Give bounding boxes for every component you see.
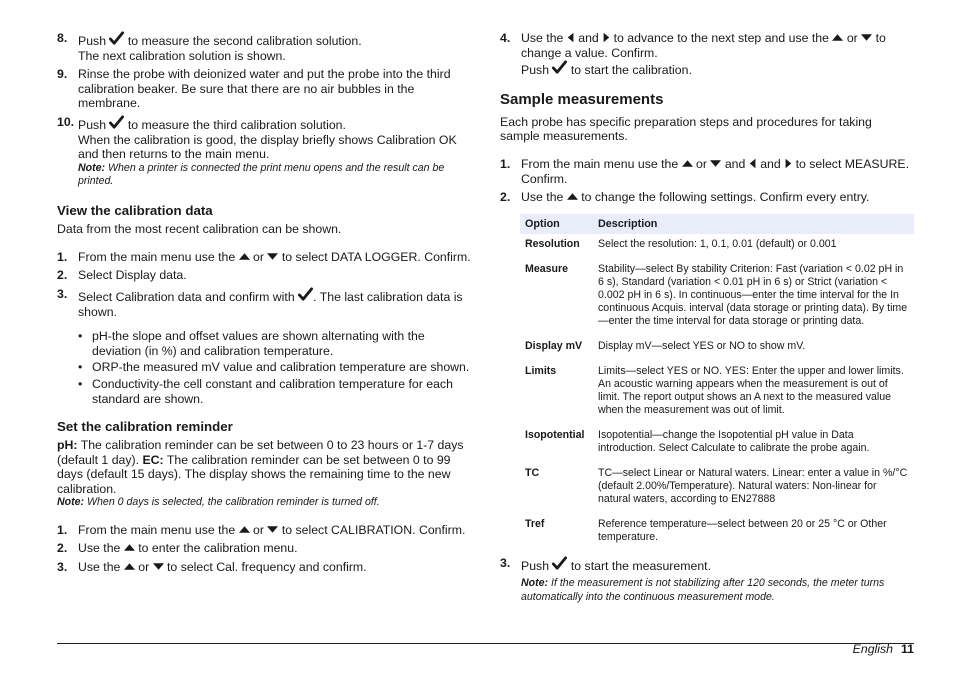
option-cell: Tref xyxy=(525,517,545,530)
step-number: 3. xyxy=(57,286,68,301)
note xyxy=(500,577,914,603)
step-number: 2. xyxy=(500,190,511,205)
step-text: Use the xyxy=(78,541,121,556)
step-9 xyxy=(57,67,472,111)
step-text: to change a value. Confirm. xyxy=(521,31,886,60)
step-text: or xyxy=(696,156,707,171)
description-cell: Display mV—select YES or NO to show mV. xyxy=(598,339,806,352)
description-cell: Limits—select YES or NO. YES: Enter the upper and lower limits. An acoustic warning appears when the measurement is out of limit. The report output shows an A next to the measured value when the measurement was out of limit. xyxy=(598,364,904,416)
option-cell: Display mV xyxy=(525,339,583,352)
step-text: Push xyxy=(521,558,550,573)
step-number: 1. xyxy=(57,522,68,537)
check-icon xyxy=(298,287,313,302)
step-text: From the main menu use the xyxy=(78,522,236,537)
step-8 xyxy=(57,31,472,63)
note-label: Note: xyxy=(78,161,106,174)
arrow-down-icon xyxy=(861,32,872,43)
step-number: 1. xyxy=(500,156,511,171)
footer-divider xyxy=(57,643,914,644)
sample-step-2 xyxy=(500,190,914,205)
table-header-description: Description xyxy=(593,214,914,234)
step-text: to select DATA LOGGER. Confirm. xyxy=(281,249,471,264)
check-icon xyxy=(109,115,124,130)
arrow-down-icon xyxy=(710,158,721,169)
arrow-up-icon xyxy=(124,561,135,572)
step-number: 1. xyxy=(57,249,68,264)
step-text: and xyxy=(724,156,746,171)
section-heading-sample-measurements: Sample measurements xyxy=(500,90,664,108)
option-cell: Resolution xyxy=(525,237,580,250)
bullet-mark: • xyxy=(78,329,83,344)
view-step-3 xyxy=(57,287,472,319)
description-cell: Isopotential—change the Isopotential pH value in Data introduction. Select Calculate to calibrate the probe again. xyxy=(598,428,870,454)
sample-step-1 xyxy=(500,157,914,186)
check-icon xyxy=(109,31,124,46)
step-text: Use the xyxy=(521,190,564,205)
step-text: Push xyxy=(78,34,107,48)
note-text: If the measurement is not stabilizing after 120 seconds, the meter turns automatically into the continuous measurement mode. xyxy=(521,577,885,603)
ph-text: The calibration reminder can be set between 0 to 23 hours or 1-7 days (default 1 day). xyxy=(57,438,464,467)
arrow-left-icon xyxy=(749,158,757,169)
section-heading-view-calibration: View the calibration data xyxy=(57,203,213,219)
list-item-text: ORP-the measured mV value and calibration temperature are shown. xyxy=(92,360,470,375)
paragraph: Each probe has specific preparation steps and procedures for taking sample measurements. xyxy=(500,114,872,144)
arrow-right-icon xyxy=(602,32,610,43)
arrow-up-icon xyxy=(682,158,693,169)
footer-language: English xyxy=(852,642,893,656)
list-item xyxy=(57,329,472,358)
note xyxy=(57,496,472,509)
paragraph xyxy=(57,438,472,496)
step-text: or xyxy=(253,522,264,537)
arrow-up-icon xyxy=(832,32,843,43)
reminder-step-1 xyxy=(57,523,472,538)
paragraph: Data from the most recent calibration can be shown. xyxy=(57,222,342,237)
step-number: 4. xyxy=(500,31,511,45)
description-cell: Select the resolution: 1, 0.1, 0.01 (default) or 0.001 xyxy=(598,237,837,250)
arrow-up-icon xyxy=(239,251,250,262)
step-text: to select MEASURE. Confirm. xyxy=(521,156,910,186)
table-row xyxy=(520,459,914,510)
option-cell: Limits xyxy=(525,364,557,377)
arrow-down-icon xyxy=(267,524,278,535)
bullet-list xyxy=(57,329,472,406)
step-text: or xyxy=(138,559,150,574)
step-text: to select Cal. frequency and confirm. xyxy=(167,559,367,574)
option-cell: Isopotential xyxy=(525,428,585,441)
step-text: Rinse the probe with deionized water and put the probe into the third calibration beaker. Be sure that there are no air bubbles in the membrane. xyxy=(78,67,451,111)
step-text: Use the xyxy=(78,559,121,574)
table-header-option: Option xyxy=(520,214,593,234)
reminder-step-3 xyxy=(57,560,472,575)
check-icon xyxy=(552,60,567,75)
list-item-text: pH-the slope and offset values are shown alternating with the deviation (in %) and calibration temperature. xyxy=(92,329,425,358)
table-row xyxy=(520,234,914,255)
step-number: 9. xyxy=(57,67,68,82)
table-row xyxy=(520,421,914,459)
step-text: to measure the third calibration solution. xyxy=(127,117,346,132)
step-number: 3. xyxy=(500,555,511,570)
check-icon xyxy=(552,556,567,571)
note xyxy=(78,162,472,188)
step-text: to advance to the next step and use the xyxy=(613,31,829,45)
step-text: and xyxy=(578,31,599,45)
arrow-up-icon xyxy=(239,524,250,535)
step-text: to enter the calibration menu. xyxy=(138,541,298,556)
calibration-step-4 xyxy=(500,31,914,78)
option-cell: TC xyxy=(525,466,540,479)
table-row xyxy=(520,510,914,548)
step-text: From the main menu use the xyxy=(521,156,679,171)
step-text: Select Calibration data and confirm with xyxy=(78,289,295,304)
step-number: 2. xyxy=(57,268,68,283)
list-item-text: Conductivity-the cell constant and calibration temperature for each standard are shown. xyxy=(92,376,453,406)
step-text: Push xyxy=(521,63,550,78)
list-item xyxy=(57,360,472,375)
arrow-up-icon xyxy=(124,542,135,553)
table-header-row xyxy=(520,214,914,234)
left-column xyxy=(57,31,472,578)
step-text: Use the xyxy=(521,31,564,45)
view-step-2 xyxy=(57,268,472,283)
description-cell: Stability—select By stability Criterion: Fast (variation < 0.02 pH in 6 s), Standard (variation < 0.01 pH in 6 s) or Strict (variation < 0.002 pH in 6 s). In continuous—enter the time interval for the In continuous Acquis. interval (data storage or printing data). By time—enter the time interval for data storage or printing data. xyxy=(598,262,908,327)
step-text: to change the following settings. Confirm every entry. xyxy=(581,190,870,205)
step-text: The next calibration solution is shown. xyxy=(78,48,286,63)
note-text: When a printer is connected the print menu opens and the result can be printed. xyxy=(78,161,445,187)
table-row xyxy=(520,332,914,357)
step-text: From the main menu use the xyxy=(78,249,236,264)
note-label: Note: xyxy=(57,496,85,509)
step-10 xyxy=(57,115,472,188)
step-number: 3. xyxy=(57,559,68,574)
step-text: Push xyxy=(78,117,107,132)
table-row xyxy=(520,255,914,332)
arrow-left-icon xyxy=(567,32,575,43)
step-text: to select CALIBRATION. Confirm. xyxy=(281,522,466,537)
settings-table xyxy=(520,214,914,548)
step-text: or xyxy=(253,249,264,264)
description-cell: TC—select Linear or Natural waters. Linear: enter a value in %/°C (default 2.00%/Temperature). Natural waters: Non-linear for natural waters, according to EN27888 xyxy=(598,466,908,505)
step-text: . The last calibration data is shown. xyxy=(78,289,463,319)
step-number: 10. xyxy=(57,114,75,129)
table-row xyxy=(520,357,914,421)
note-label: Note: xyxy=(521,577,549,590)
view-step-1 xyxy=(57,250,472,265)
page-number: 11 xyxy=(901,642,914,656)
list-item xyxy=(57,377,472,406)
step-number: 2. xyxy=(57,541,68,556)
ph-label: pH: xyxy=(57,438,78,453)
page-footer xyxy=(853,642,914,656)
step-text: to start the measurement. xyxy=(570,558,711,573)
step-text: to start the calibration. xyxy=(570,63,692,78)
description-cell: Reference temperature—select between 20 or 25 °C or Other temperature. xyxy=(598,517,887,543)
arrow-down-icon xyxy=(267,251,278,262)
step-number: 8. xyxy=(57,31,68,45)
arrow-up-icon xyxy=(567,191,578,202)
step-text: to measure the second calibration solution. xyxy=(127,34,362,48)
reminder-step-2 xyxy=(57,541,472,556)
ec-label: EC: xyxy=(142,452,164,467)
step-text: When the calibration is good, the display briefly shows Calibration OK and then returns to the main menu. xyxy=(78,132,457,162)
option-cell: Measure xyxy=(525,262,568,275)
step-text: Select Display data. xyxy=(78,268,187,283)
step-text: and xyxy=(760,156,781,171)
note-text: When 0 days is selected, the calibration reminder is turned off. xyxy=(87,496,380,509)
ec-text: The calibration reminder can be set between 0 to 99 days (default 15 days). The display shows the remaining time to the new calibration. xyxy=(57,452,451,496)
sample-step-3 xyxy=(500,556,914,574)
arrow-down-icon xyxy=(153,561,164,572)
bullet-mark: • xyxy=(78,360,83,375)
bullet-mark: • xyxy=(78,376,83,391)
step-text: or xyxy=(846,31,858,45)
section-heading-calibration-reminder: Set the calibration reminder xyxy=(57,419,233,435)
arrow-right-icon xyxy=(784,158,792,169)
right-column xyxy=(500,31,914,604)
